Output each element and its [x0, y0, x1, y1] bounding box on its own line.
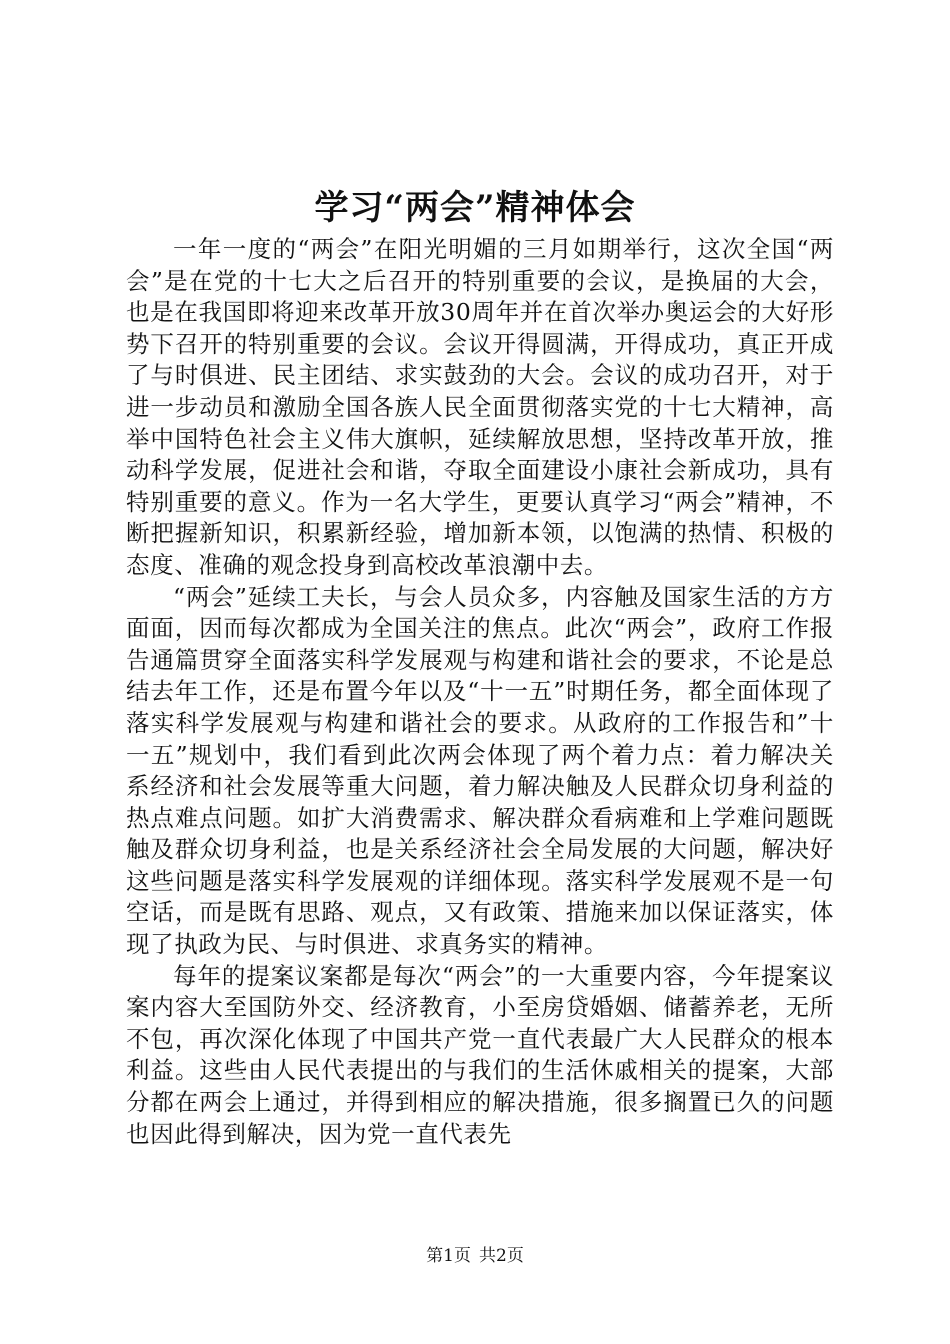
page-number: 第1页 — [426, 1246, 471, 1266]
paragraph: “两会”延续工夫长，与会人员众多，内容触及国家生活的方方面面，因而每次都成为全国关注的焦点。此次“两会”，政府工作报告通篇贯穿全面落实科学发展观与构建和谐社会的要求，不论是总结去年工作，还是布置今年以及“十一五”时期任务，都全面体现了落实科学发展观与构建和谐社会的要求。从政府的工作报告和”十一五”规划中，我们看到此次两会体现了两个着力点：着力解决关系经济和社会发展等重大问题，着力解决触及人民群众切身利益的热点难点问题。如扩大消费需求、解决群众看病难和上学难问题既触及群众切身利益，也是关系经济社会全局发展的大问题，解决好这些问题是落实科学发展观的详细体现。落实科学发展观不是一句空话，而是既有思路、观点，又有政策、措施来加以保证落实，体现了执政为民、与时俱进、求真务实的精神。 — [126, 582, 834, 959]
document-body — [126, 234, 834, 1150]
paragraph: 每年的提案议案都是每次“两会”的一大重要内容，今年提案议案内容大至国防外交、经济教育，小至房贷婚姻、储蓄养老，无所不包，再次深化体现了中国共产党一直代表最广大人民群众的根本利益。这些由人民代表提出的与我们的生活休戚相关的提案，大部分都在两会上通过，并得到相应的解决措施，很多搁置已久的问题也因此得到解决，因为党一直代表先 — [126, 961, 834, 1148]
page-total: 共2页 — [479, 1246, 524, 1266]
document-title: 学习“两会”精神体会 — [314, 188, 636, 228]
page-footer — [0, 1244, 950, 1268]
paragraph: 一年一度的“两会”在阳光明媚的三月如期举行，这次全国“两会”是在党的十七大之后召开的特别重要的会议，是换届的大会，也是在我国即将迎来改革开放30周年并在首次举办奥运会的大好形势下召开的特别重要的会议。会议开得圆满，开得成功，真正开成了与时俱进、民主团结、求实鼓劲的大会。会议的成功召开，对于进一步动员和激励全国各族人民全面贯彻落实党的十七大精神，高举中国特色社会主义伟大旗帜，延续解放思想，坚持改革开放，推动科学发展，促进社会和谐，夺取全面建设小康社会新成功，具有特别重要的意义。作为一名大学生，更要认真学习“两会”精神，不断把握新知识，积累新经验，增加新本领，以饱满的热情、积极的态度、准确的观念投身到高校改革浪潮中去。 — [126, 235, 834, 579]
